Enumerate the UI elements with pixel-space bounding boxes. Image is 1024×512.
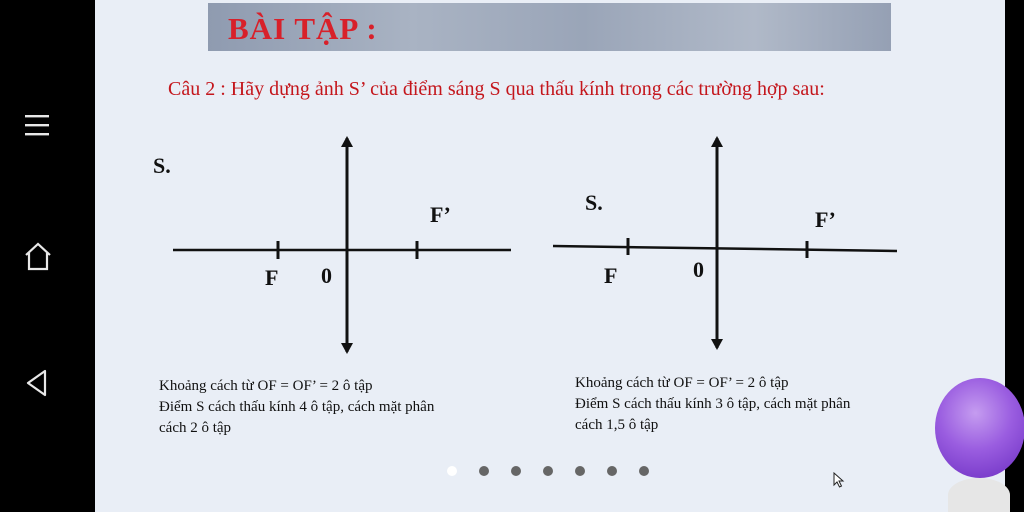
desc-line: Khoảng cách từ OF = OF’ = 2 ô tập xyxy=(575,375,789,391)
focus-label: F xyxy=(604,263,618,288)
diagram-2 xyxy=(553,136,897,350)
page-dot[interactable] xyxy=(607,466,617,476)
desc-line: cách 2 ô tập xyxy=(159,420,232,436)
lens-arrow-bottom xyxy=(711,339,723,350)
page-dot[interactable] xyxy=(511,466,521,476)
desc-line: Khoảng cách từ OF = OF’ = 2 ô tập xyxy=(159,378,373,394)
desc-line: Điểm S cách thấu kính 4 ô tập, cách mặt phân xyxy=(159,399,435,415)
description-1 xyxy=(159,376,434,439)
desc-line: cách 1,5 ô tập xyxy=(575,417,659,433)
focus-label: F xyxy=(265,265,279,290)
page-dot[interactable] xyxy=(479,466,489,476)
page-dot[interactable] xyxy=(639,466,649,476)
menu-icon[interactable] xyxy=(18,105,58,145)
floating-bubble-button[interactable] xyxy=(935,378,1024,478)
back-icon[interactable] xyxy=(18,363,58,403)
diagram-1 xyxy=(153,136,511,354)
lens-arrow-top xyxy=(341,136,353,147)
desc-line: Điểm S cách thấu kính 3 ô tập, cách mặt phân xyxy=(575,396,851,412)
lens-arrow-bottom xyxy=(341,343,353,354)
origin-label: 0 xyxy=(321,263,332,288)
focus-prime-label: F’ xyxy=(815,207,836,232)
navigation-bar xyxy=(0,0,95,512)
point-s-label: S. xyxy=(585,190,603,215)
description-2 xyxy=(575,373,850,436)
lens-arrow-top xyxy=(711,136,723,147)
slide-title: BÀI TẬP : xyxy=(228,11,378,46)
page-dot[interactable] xyxy=(447,466,457,476)
home-icon[interactable] xyxy=(18,237,58,277)
principal-axis xyxy=(553,246,897,251)
mouse-cursor-icon xyxy=(833,472,845,488)
assistive-bubble-base xyxy=(948,478,1010,512)
page-dot[interactable] xyxy=(543,466,553,476)
presentation-slide xyxy=(95,0,1005,512)
question-text: Câu 2 : Hãy dựng ảnh S’ của điểm sáng S qua thấu kính trong các trường hợp sau: xyxy=(168,78,825,100)
point-s-label: S. xyxy=(153,153,171,178)
origin-label: 0 xyxy=(693,257,704,282)
focus-prime-label: F’ xyxy=(430,202,451,227)
page-dot[interactable] xyxy=(575,466,585,476)
